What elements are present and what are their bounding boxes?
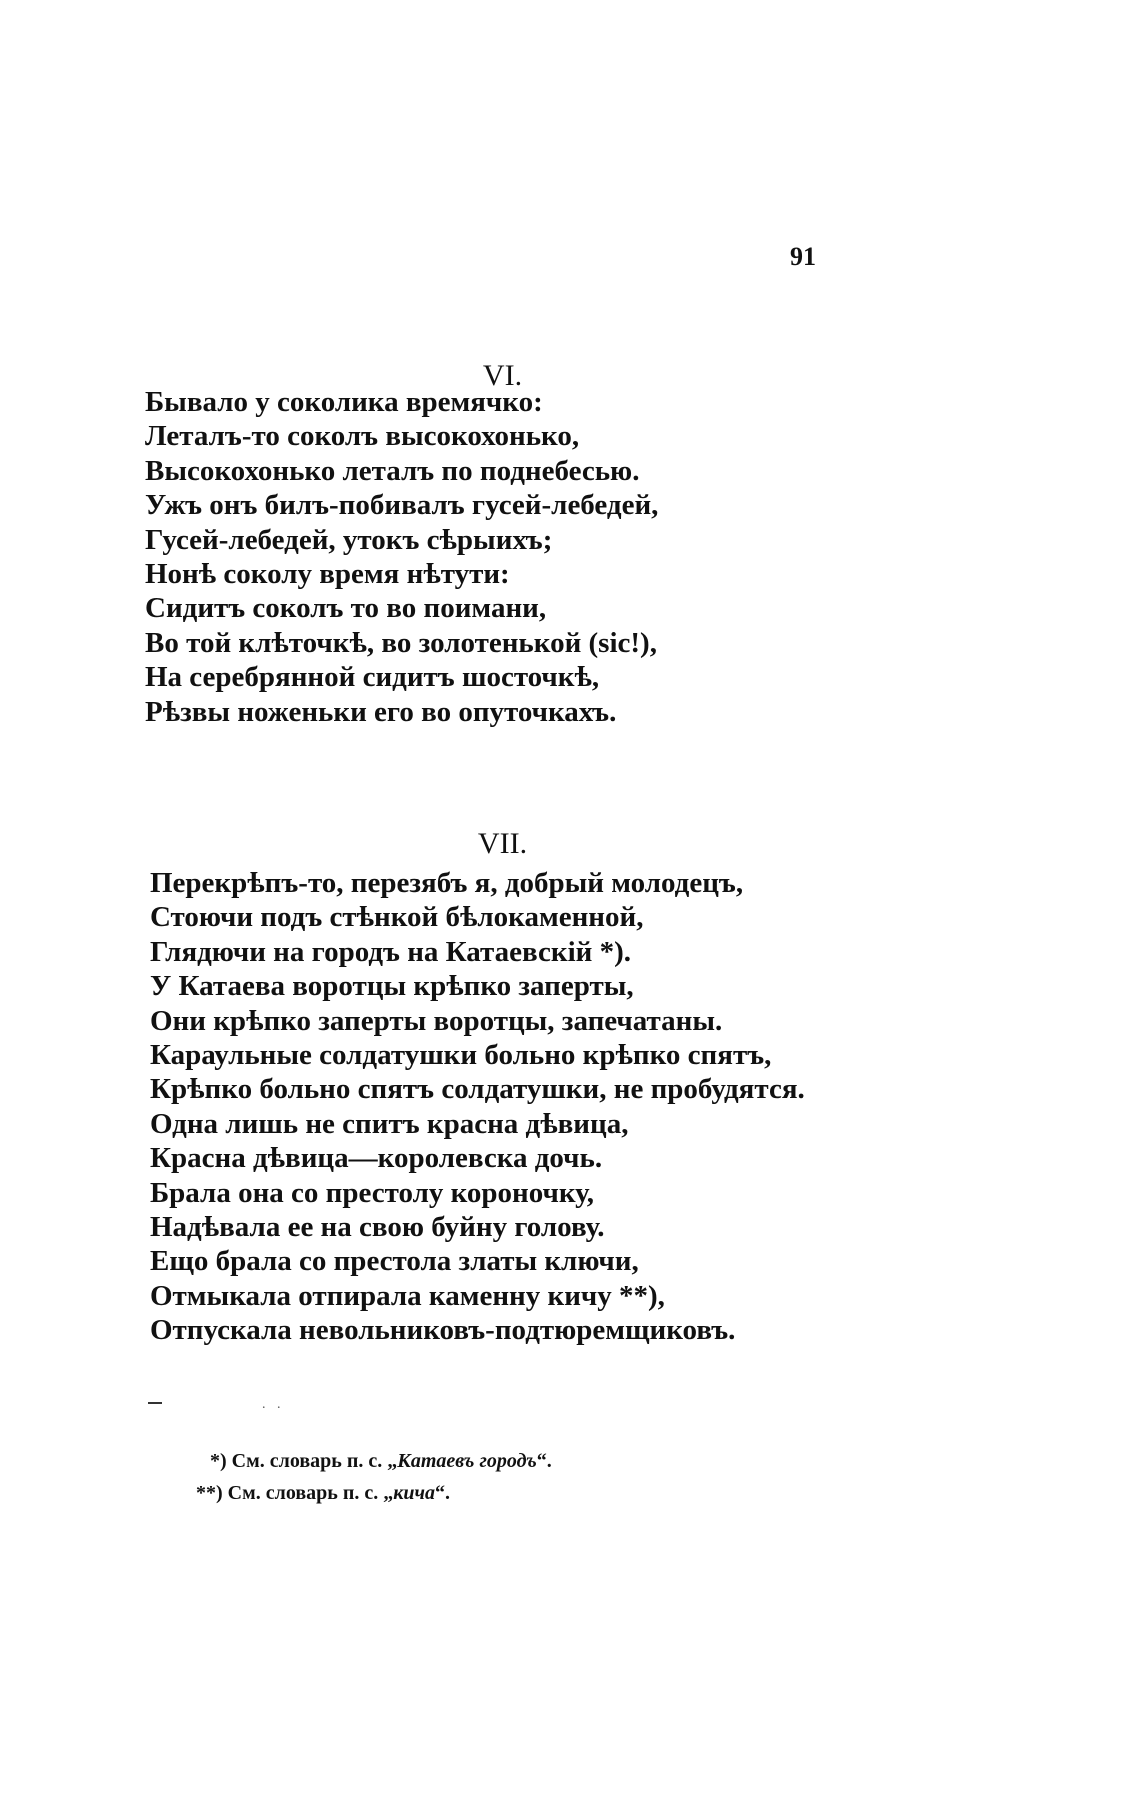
verse-line: Перекрѣпъ-то, перезябъ я, добрый молодецъ, [150, 867, 744, 899]
verse-line: Ещо брала со престола златы ключи, [150, 1245, 639, 1278]
footnote-term: кича [393, 1482, 436, 1504]
verse-line: Бывало у соколика времячко: [145, 386, 543, 418]
verse-line: У Катаева воротцы крѣпко заперты, [150, 970, 634, 1003]
verse-line: Нонѣ соколу время нѣтути: [145, 558, 510, 591]
footnote-separator-dots: . . [262, 1397, 285, 1412]
verse-line: Леталъ-то соколъ высокохонько, [145, 420, 580, 453]
verse-line: На серебрянной сидитъ шосточкѣ, [145, 661, 600, 694]
verse-line: Караульные солдатушки больно крѣпко спятъ, [150, 1039, 772, 1072]
verse-line: Высокохонько леталъ по поднебесью. [145, 454, 640, 487]
footnote-text: См. словарь п. с. „ [231, 1450, 398, 1472]
footnote-suffix: “. [536, 1450, 552, 1472]
verse-line: Они крѣпко заперты воротцы, запечатаны. [150, 1004, 723, 1037]
verse-line: Одна лишь не спитъ красна дѣвица, [150, 1107, 629, 1140]
verse-line: Рѣзвы ноженьки его во опуточкахъ. [145, 695, 617, 728]
footnote-term: Катаевъ городъ [397, 1450, 537, 1472]
verse-line: Глядючи на городъ на Катаевскій *). [150, 935, 632, 968]
footnote-suffix: “. [435, 1482, 451, 1504]
footnote-marker: **) [196, 1482, 223, 1504]
verse-line: Сидитъ соколъ то во поимани, [145, 592, 547, 625]
verse-line: Стоючи подъ стѣнкой бѣлокаменной, [150, 901, 644, 934]
verse-line: Красна дѣвица—королевска дочь. [150, 1142, 603, 1175]
stanza-vii [150, 866, 805, 1348]
footnote-2 [196, 1477, 552, 1509]
verse-line: Ужъ онъ билъ-побивалъ гусей-лебедей, [145, 489, 659, 522]
footnote-divider [148, 1402, 162, 1404]
section-heading-vii: VII. [477, 826, 528, 860]
footnote-marker: *) [210, 1450, 227, 1472]
verse-line: Гусей-лебедей, утокъ сѣрыихъ; [145, 523, 553, 556]
verse-line: Брала она со престолу короночку, [150, 1176, 595, 1209]
footnote-1 [210, 1445, 552, 1477]
verse-line: Во той клѣточкѣ, во золотенькой (sic!), [145, 626, 657, 659]
stanza-vi [145, 385, 658, 729]
page-number: 91 [790, 242, 816, 271]
footnotes [196, 1445, 552, 1509]
verse-line: Отмыкала отпирала каменну кичу **), [150, 1279, 665, 1312]
verse-line: Крѣпко больно спятъ солдатушки, не пробудятся. [150, 1073, 805, 1106]
section-heading-vi: VI. [482, 358, 523, 392]
footnote-text: См. словарь п. с. „ [227, 1482, 394, 1504]
verse-line: Отпускала невольниковъ-подтюремщиковъ. [150, 1314, 736, 1347]
verse-line: Надѣвала ее на свою буйну голову. [150, 1211, 605, 1244]
